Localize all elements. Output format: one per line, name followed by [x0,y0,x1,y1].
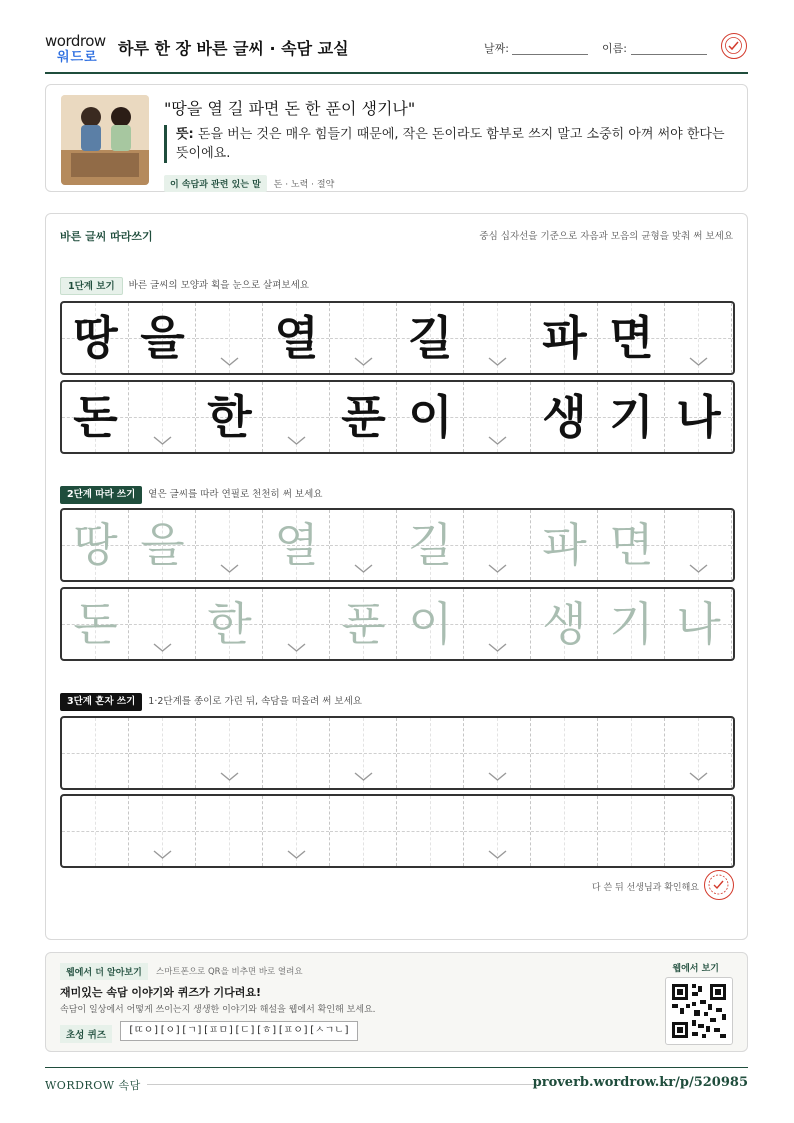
syllable-char: 이 [408,390,453,444]
word-space-chevron-icon [287,643,306,652]
writing-cell [330,589,397,659]
syllable-char: 땅 [73,311,118,365]
guide-line [363,796,364,866]
writing-cell[interactable] [129,796,196,866]
syllable-char: 돈 [73,597,118,651]
date-field[interactable] [512,54,588,55]
writing-cell [464,382,531,452]
word-space-chevron-icon [153,643,172,652]
writing-cell [464,510,531,580]
logo-wordmark: wordrow [45,32,106,50]
writing-cell[interactable] [665,796,732,866]
related-list: 돈 · 노력 · 절약 [273,180,335,190]
step-2-desc: 옅은 글씨를 따라 연필로 천천히 써 보세요 [148,489,323,500]
word-space-chevron-icon [287,436,306,445]
writing-cell [397,510,464,580]
word-space-chevron-icon [354,564,373,573]
proverb-text: "땅을 열 길 파면 돈 한 푼이 생기나" [164,99,416,118]
qr-code-icon [666,978,732,1044]
guide-line [732,545,735,546]
word-space-chevron-icon [689,357,708,366]
writing-cell[interactable] [732,796,735,866]
word-space-chevron-icon [153,436,172,445]
word-space-chevron-icon [488,850,507,859]
word-space-chevron-icon [153,850,172,859]
writing-cell[interactable] [598,796,665,866]
guide-line [296,718,297,788]
writing-cell [531,510,598,580]
syllable-char: 생 [542,597,587,651]
guide-line [732,831,735,832]
blank-writing-row[interactable] [60,794,735,868]
syllable-char: 을 [140,518,185,572]
writing-cell [129,303,196,373]
guide-line [732,417,735,418]
chosung-quiz: [ㄸㅇ][ㅇ][ㄱ][ㅍㅁ][ㄷ][ㅎ][ㅍㅇ][ㅅㄱㄴ] [120,1021,358,1041]
syllable-char: 한 [207,390,252,444]
writing-cell [464,589,531,659]
writing-cell [62,510,129,580]
writing-cell [531,382,598,452]
word-space-chevron-icon [488,772,507,781]
syllable-char: 나 [676,597,721,651]
writing-cell[interactable] [62,718,129,788]
guide-line [732,338,735,339]
guide-line [430,796,431,866]
writing-cell [196,303,263,373]
word-space-chevron-icon [488,564,507,573]
web-promo-card [45,952,748,1052]
syllable-char: 한 [207,597,252,651]
writing-cell [263,510,330,580]
writing-cell [732,382,735,452]
step-3-desc: 1·2단계를 종이로 가린 뒤, 속담을 떠올려 써 보세요 [148,696,362,707]
writing-cell [665,382,732,452]
name-label: 이름: [602,42,627,55]
writing-cell[interactable] [196,718,263,788]
step-1-header [60,277,309,295]
syllable-char: 나 [676,390,721,444]
syllable-char: 이 [408,597,453,651]
illustration-image [61,95,149,185]
meaning-label: 뜻: [176,127,194,142]
proverb-card [45,84,748,192]
writing-cell [129,510,196,580]
syllable-char: 길 [408,518,453,572]
writing-cell [598,382,665,452]
writing-cell [464,303,531,373]
web-tag-desc: 스마트폰으로 QR을 비추면 바로 열려요 [156,967,303,977]
writing-cell[interactable] [531,796,598,866]
footer-brand: WORDROW 속담 [45,1079,141,1092]
word-space-chevron-icon [287,850,306,859]
guide-line [631,796,632,866]
writing-cell [330,382,397,452]
syllable-char: 파 [542,311,587,365]
writing-cell[interactable] [397,718,464,788]
footer-url[interactable]: proverb.wordrow.kr/p/520985 [532,1075,748,1090]
blank-writing-row[interactable] [60,716,735,790]
writing-cell[interactable] [531,718,598,788]
word-space-chevron-icon [488,436,507,445]
footer-divider [147,1084,534,1085]
writing-cell [397,382,464,452]
writing-cell[interactable] [263,718,330,788]
guide-line [732,753,735,754]
syllable-char: 면 [609,311,654,365]
practice-section [45,213,748,940]
meaning-box [164,125,734,163]
logo-korean: 워드로 [57,50,98,65]
writing-cell[interactable] [330,796,397,866]
guide-line [95,718,96,788]
syllable-char: 을 [140,311,185,365]
writing-cell [397,589,464,659]
writing-cell [196,510,263,580]
writing-cell[interactable] [732,718,735,788]
syllable-char: 열 [274,518,319,572]
writing-cell[interactable] [598,718,665,788]
syllable-char: 면 [609,518,654,572]
writing-cell [263,589,330,659]
syllable-char: 열 [274,311,319,365]
writing-cell[interactable] [62,796,129,866]
writing-cell [665,303,732,373]
page-title: 하루 한 장 바른 글씨 · 속담 교실 [118,39,349,58]
web-tag: 웹에서 더 알아보기 [60,963,148,980]
writing-cell[interactable] [665,718,732,788]
writing-cell[interactable] [397,796,464,866]
word-space-chevron-icon [220,564,239,573]
word-space-chevron-icon [354,772,373,781]
qr-code[interactable] [665,977,733,1045]
teacher-stamp-icon [704,870,734,900]
writing-cell [732,303,735,373]
name-field[interactable] [631,54,707,55]
praise-stamp-icon [721,33,747,59]
step-1-badge: 1단계 보기 [60,277,123,295]
writing-row [60,301,735,375]
writing-cell [263,303,330,373]
date-label: 날짜: [484,42,509,55]
syllable-char: 파 [542,518,587,572]
guide-line [162,718,163,788]
guide-line [732,624,735,625]
guide-line [564,718,565,788]
writing-cell [531,303,598,373]
writing-cell[interactable] [464,718,531,788]
syllable-char: 길 [408,311,453,365]
guide-line [564,796,565,866]
practice-title: 바른 글씨 따라쓰기 [60,230,153,243]
word-space-chevron-icon [689,564,708,573]
step-3-badge: 3단계 혼자 쓰기 [60,693,142,711]
wordrow-logo [45,32,107,65]
writing-cell [330,303,397,373]
writing-cell [665,510,732,580]
word-space-chevron-icon [488,357,507,366]
tracing-row[interactable] [60,587,735,661]
writing-cell[interactable] [464,796,531,866]
related-words [164,175,334,191]
writing-cell [598,589,665,659]
quiz-label: 초성 퀴즈 [60,1025,112,1043]
web-heading: 재미있는 속담 이야기와 퀴즈가 기다려요! [60,986,261,999]
writing-cell [665,589,732,659]
guide-line [229,796,230,866]
practice-hint: 중심 십자선을 기준으로 자음과 모음의 균형을 맞춰 써 보세요 [479,231,733,242]
syllable-char: 돈 [73,390,118,444]
step-3-header [60,693,362,711]
writing-cell[interactable] [263,796,330,866]
writing-cell [598,303,665,373]
related-label: 이 속담과 관련 있는 말 [164,175,267,192]
page-header [45,30,748,74]
step-1-desc: 바른 글씨의 모양과 획을 눈으로 살펴보세요 [128,280,309,291]
word-space-chevron-icon [220,772,239,781]
step-2-badge: 2단계 따라 쓰기 [60,486,142,504]
writing-cell [129,382,196,452]
writing-cell[interactable] [196,796,263,866]
writing-cell [732,510,735,580]
syllable-char: 생 [542,390,587,444]
writing-cell [196,382,263,452]
syllable-char: 기 [609,390,654,444]
step-2-header [60,486,322,504]
guide-line [631,718,632,788]
writing-cell [598,510,665,580]
writing-cell [397,303,464,373]
writing-cell [62,303,129,373]
word-space-chevron-icon [354,357,373,366]
writing-row [60,380,735,454]
qr-label: 웹에서 보기 [672,964,719,974]
page-footer [45,1067,748,1097]
writing-cell [196,589,263,659]
writing-cell[interactable] [129,718,196,788]
web-desc: 속담이 일상에서 어떻게 쓰이는지 생생한 이야기와 해설을 웹에서 확인해 보세요. [60,1005,376,1015]
guide-line [95,796,96,866]
writing-cell [531,589,598,659]
word-space-chevron-icon [488,643,507,652]
tracing-row[interactable] [60,508,735,582]
word-space-chevron-icon [220,357,239,366]
syllable-char: 땅 [73,518,118,572]
writing-cell [330,510,397,580]
writing-cell [129,589,196,659]
writing-cell [263,382,330,452]
writing-cell[interactable] [330,718,397,788]
guide-line [430,718,431,788]
word-space-chevron-icon [689,772,708,781]
writing-cell [732,589,735,659]
writing-cell [62,382,129,452]
teacher-check-text: 다 쓴 뒤 선생님과 확인해요 [591,883,699,893]
syllable-char: 푼 [341,390,386,444]
syllable-char: 푼 [341,597,386,651]
meaning-text: 돈을 버는 것은 매우 힘들기 때문에, 작은 돈이라도 함부로 쓰지 말고 소중히 아껴 써야 한다는 뜻이에요. [176,127,725,161]
syllable-char: 기 [609,597,654,651]
guide-line [698,796,699,866]
writing-cell [62,589,129,659]
